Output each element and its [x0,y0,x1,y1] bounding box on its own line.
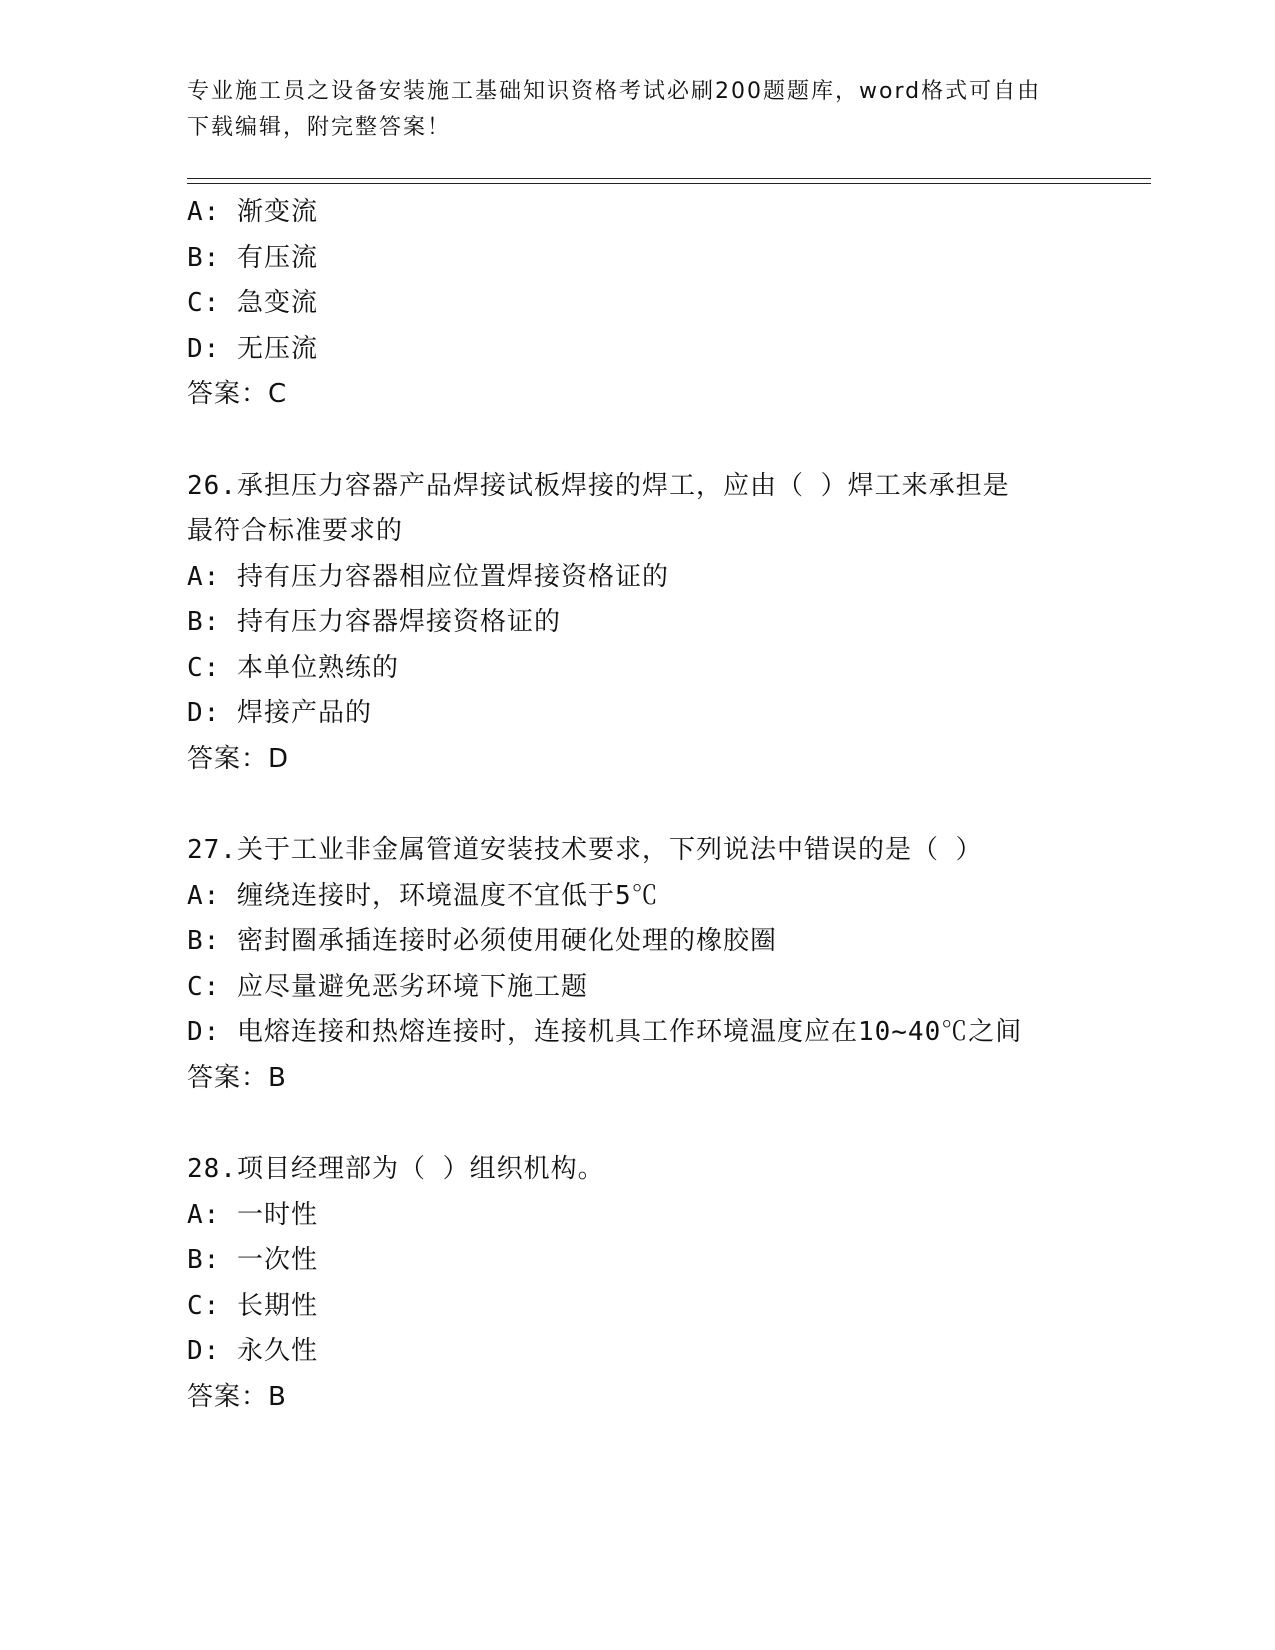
option-a: A: 缠绕连接时，环境温度不宜低于5℃ [187,880,659,911]
header-line-1: 专业施工员之设备安装施工基础知识资格考试必刷200题题库，word格式可自由 [187,79,1042,104]
option-c: C: 长期性 [187,1290,318,1321]
question-stem: 27.关于工业非金属管道安装技术要求，下列说法中错误的是（ ） [187,835,983,865]
option-b: B: 密封圈承插连接时必须使用硬化处理的橡胶圈 [187,926,777,956]
option-d: D: 永久性 [187,1336,318,1366]
question-28 [187,1147,1147,1420]
option-b: B: 有压流 [187,242,318,273]
option-d: D: 焊接产品的 [187,698,372,728]
answer: 答案：D [187,743,290,774]
option-b: B: 一次性 [187,1245,318,1275]
question-25 [187,190,1147,418]
question-stem-line-2: 最符合标准要求的 [187,516,404,546]
question-26 [187,464,1147,783]
header-divider-bottom [187,183,1151,184]
answer: 答案：C [187,379,288,409]
document-body [187,190,1147,1420]
spacer [187,418,1147,464]
document-header [187,74,1067,146]
question-stem-line-1: 26.承担压力容器产品焊接试板焊接的焊工，应由（ ）焊工来承担是 [187,470,1010,501]
answer: 答案：B [187,1062,287,1093]
option-c: C: 应尽量避免恶劣环境下施工题 [187,971,588,1002]
option-c: C: 本单位熟练的 [187,652,399,683]
header-divider-top [187,178,1151,179]
header-line-2: 下载编辑，附完整答案！ [187,115,452,140]
option-a: A: 一时性 [187,1199,318,1230]
option-b: B: 持有压力容器焊接资格证的 [187,607,561,637]
question-stem: 28.项目经理部为（ ）组织机构。 [187,1154,605,1184]
option-a: A: 渐变流 [187,197,318,227]
option-d: D: 无压流 [187,333,318,364]
spacer [187,782,1147,828]
option-c: C: 急变流 [187,288,318,318]
answer: 答案：B [187,1381,287,1412]
option-d: D: 电熔连接和热熔连接时，连接机具工作环境温度应在10~40℃之间 [187,1017,1023,1047]
option-a: A: 持有压力容器相应位置焊接资格证的 [187,561,669,592]
question-27 [187,828,1147,1101]
spacer [187,1101,1147,1147]
